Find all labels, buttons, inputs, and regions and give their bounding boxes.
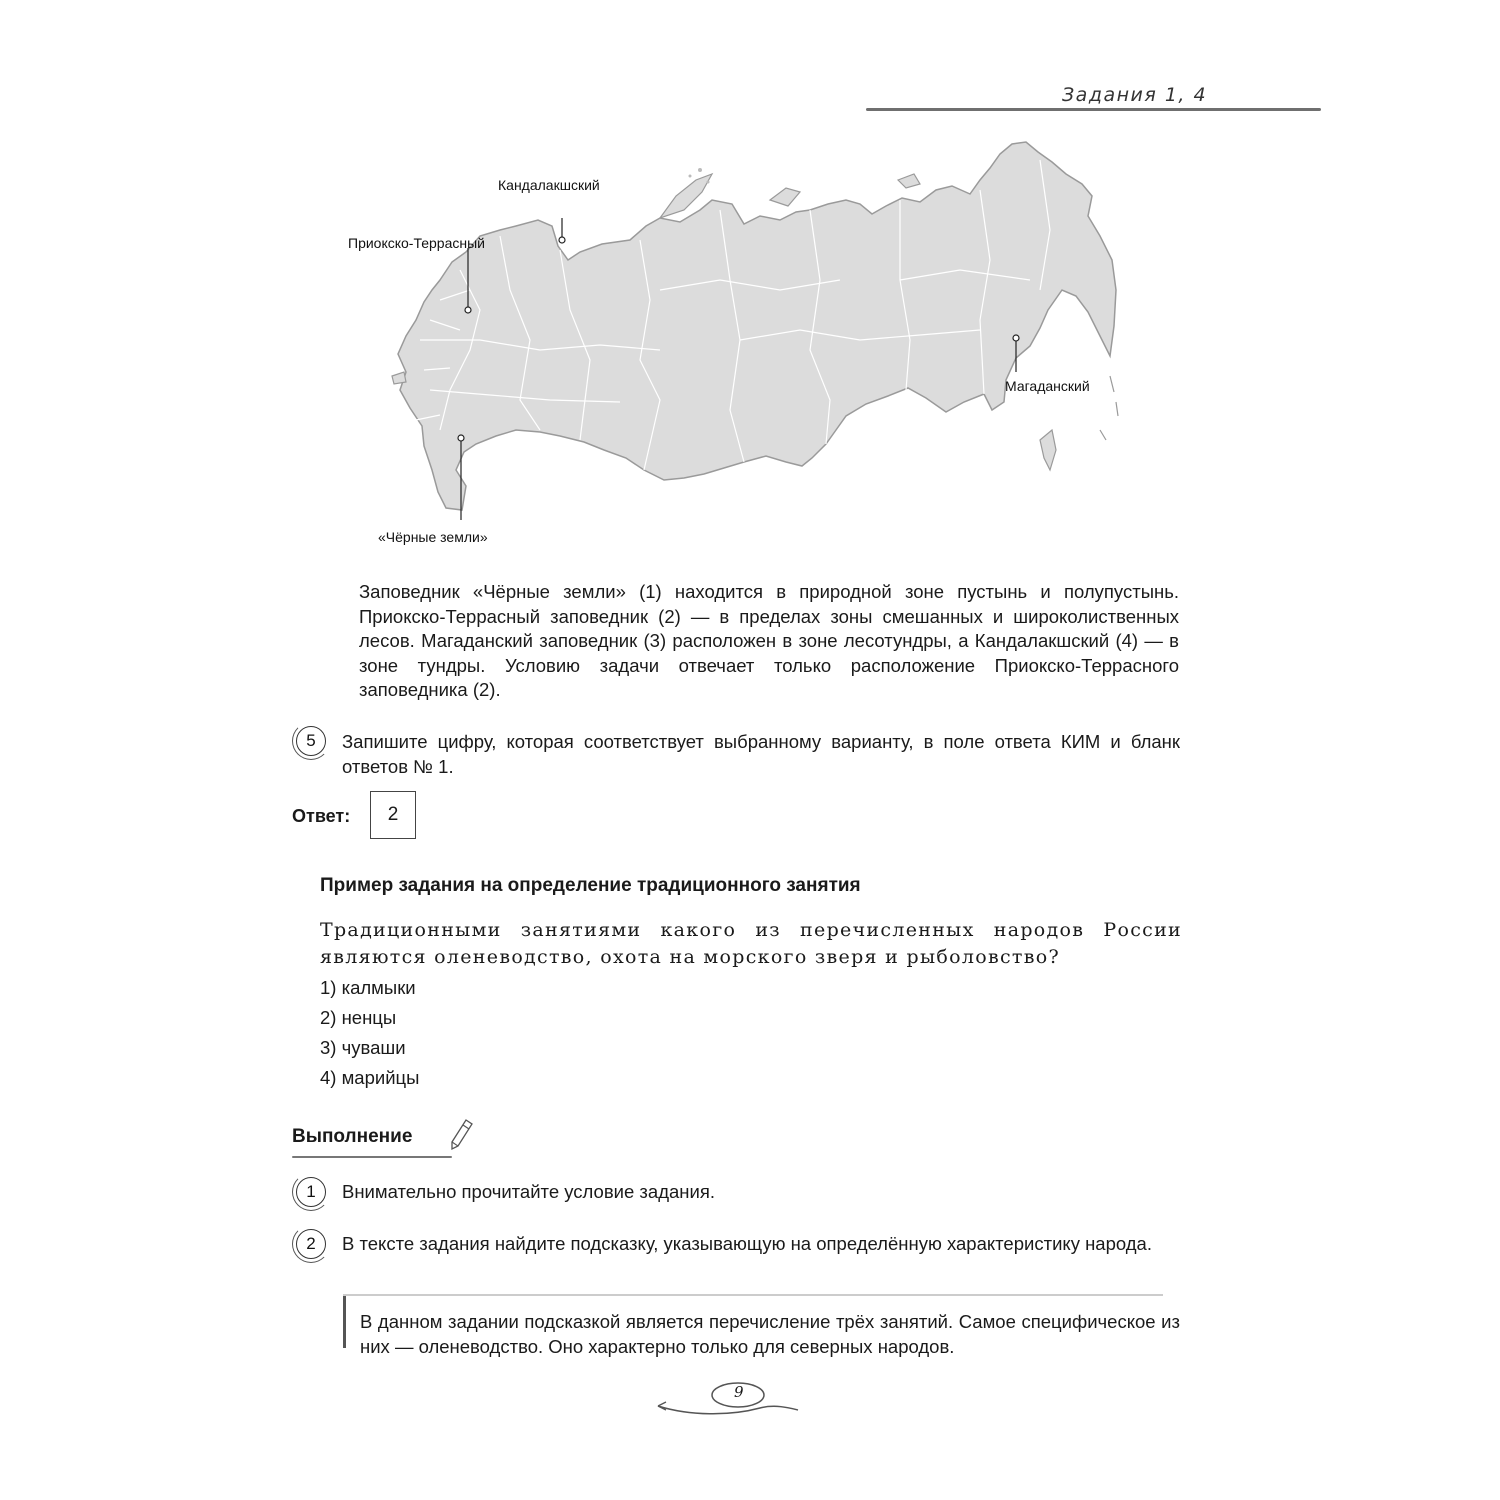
island-dot xyxy=(689,175,692,178)
option-item: 1) калмыки xyxy=(320,977,416,998)
option-item: 3) чуваши xyxy=(320,1037,406,1058)
example-question: Традиционными занятиями какого из перечисленных народов России являются оленеводство, охота на морского зверя и рыболовство? xyxy=(320,919,1182,968)
island-dot xyxy=(698,168,702,172)
new-siberian-islands xyxy=(898,174,920,188)
marker-kandalaksha xyxy=(559,218,565,243)
kuril-islands xyxy=(1100,376,1118,440)
russia-outline xyxy=(398,142,1116,510)
label-chernye-zemli: «Чёрные земли» xyxy=(378,529,488,545)
label-priokskoterrasny: Приокско-Террасный xyxy=(348,235,485,251)
answer-options xyxy=(320,973,419,1093)
russia-map-svg xyxy=(340,140,1140,550)
kaliningrad-outline xyxy=(392,372,406,384)
execution-step-1-text: Внимательно прочитайте условие задания. xyxy=(342,1181,715,1202)
example-title: Пример задания на определение традиционного занятия xyxy=(320,875,861,896)
option-item: 2) ненцы xyxy=(320,1007,397,1028)
execution-step-2-text: В тексте задания найдите подсказку, указывающую на определённую характеристику народа. xyxy=(342,1233,1152,1254)
page-number: 9 xyxy=(734,1383,744,1401)
running-header: Задания 1, 4 xyxy=(1062,84,1208,106)
option-item: 4) марийцы xyxy=(320,1067,420,1088)
answer-box: 2 xyxy=(370,791,416,839)
answer-label: Ответ: xyxy=(292,806,351,826)
explanation-paragraph: Заповедник «Чёрные земли» (1) находится в природной зоне пустынь и полупустынь. Приокско-Террасный заповедник (2) — в пределах зоны смешанных и широколиственных лесов. Магаданский заповедник (3) расположен в зоне лесотундры, а Кандалакшский (4) — в зоне тундры. Условию задачи отвечает только расположение Приокско-Террасного заповедника (2). xyxy=(359,581,1179,700)
step-number-badge: 5 xyxy=(296,726,326,756)
severnaya-zemlya xyxy=(770,188,800,206)
step-number-badge: 1 xyxy=(296,1177,326,1207)
execution-title: Выполнение xyxy=(292,1126,413,1147)
sakhalin-outline xyxy=(1040,430,1056,470)
russia-map xyxy=(340,140,1140,550)
header-rule xyxy=(866,108,1321,111)
step-5-text: Запишите цифру, которая соответствует выбранному варианту, в поле ответа КИМ и бланк ответов № 1. xyxy=(342,731,1180,777)
label-magadansky: Магаданский xyxy=(1005,378,1090,394)
execution-rule xyxy=(292,1156,452,1158)
label-kandalaksha: Кандалакшский xyxy=(498,177,600,193)
island-dot xyxy=(707,181,710,184)
note-top-rule xyxy=(343,1294,1163,1296)
note-side-bar xyxy=(343,1296,346,1348)
hint-note: В данном задании подсказкой является перечисление трёх занятий. Самое специфическое из них — оленеводство. Оно характерно только для северных народов. xyxy=(360,1311,1180,1357)
page-number-ornament xyxy=(650,1378,800,1423)
step-number-badge: 2 xyxy=(296,1229,326,1259)
pencil-icon xyxy=(448,1118,474,1157)
